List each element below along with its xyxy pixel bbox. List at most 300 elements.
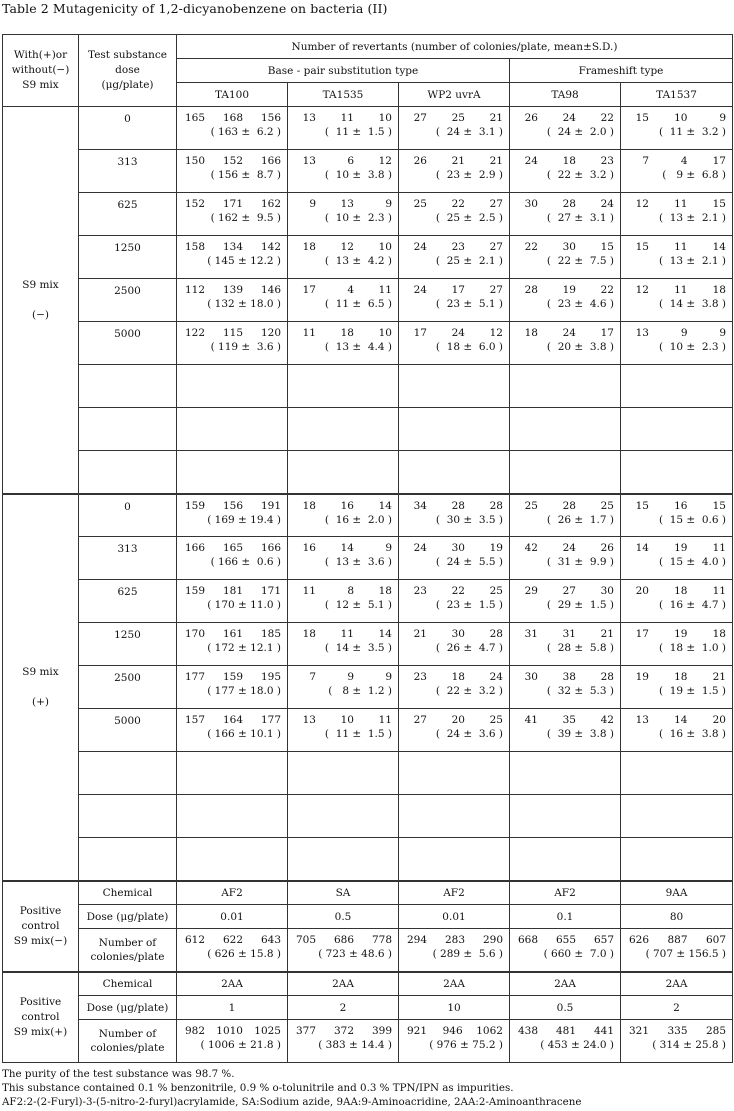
colony-counts [399,537,509,555]
result-cell [288,623,399,666]
dose-value: 5000 [114,328,141,340]
colony-count: 177 [260,714,281,726]
colony-count: 24 [489,671,503,683]
colony-counts [177,495,287,513]
result-cell [621,709,733,752]
mean-sd: ( 170 ± 11.0 ) [207,599,281,611]
colony-counts [288,537,398,555]
colony-counts [621,929,732,947]
colony-counts [399,929,509,947]
dose-value: 0 [124,113,131,125]
dose-row [3,623,733,666]
result-cell [177,623,288,666]
colony-count: 25 [489,714,503,726]
colony-count: 15 [635,241,649,253]
mean-sd: ( 15 ± 0.6 ) [658,513,727,526]
dose-cell [79,107,177,150]
colony-counts [621,107,732,125]
chemical-name: 2AA [510,972,621,996]
colony-count: 22 [451,585,465,597]
colony-counts [510,322,620,340]
colony-count: 115 [222,327,243,339]
colony-count: 14 [378,628,392,640]
empty-cell [288,408,399,451]
colony-count: 18 [712,628,726,640]
header-dose: Test substance dose (μg/plate) [79,35,177,107]
colony-count: 30 [451,628,465,640]
result-cell [510,279,621,322]
colony-counts [399,666,509,684]
colony-count: 171 [260,585,281,597]
colony-count: 626 [628,934,649,946]
result-cell [288,494,399,537]
result-cell [399,580,510,623]
empty-row [3,451,733,494]
result-cell [510,929,621,972]
colony-counts [510,150,620,168]
result-cell [621,537,733,580]
control-dose: 1 [177,996,288,1020]
mean-sd: ( 11 ± 1.5 ) [324,126,392,138]
colony-count: 159 [184,585,205,597]
result-cell [288,666,399,709]
colony-count: 18 [712,284,726,296]
colony-count: 22 [600,284,614,296]
colony-counts [177,537,287,555]
mean-sd: ( 24 ± 3.1 ) [435,126,503,138]
colony-count: 28 [451,499,465,512]
colony-count: 686 [333,934,354,946]
mean-sd: ( 23 ± 5.1 ) [435,298,503,310]
dose-value: 625 [117,586,138,598]
result-cell [177,494,288,537]
colony-count: 168 [222,112,243,124]
dose-cell [79,193,177,236]
result-cell [177,537,288,580]
mean-sd: ( 660 ± 7.0 ) [543,948,614,960]
mean-sd: ( 163 ± 6.2 ) [210,126,281,138]
dose-value: 313 [117,543,138,555]
colony-count: 7 [309,671,316,683]
colony-count: 22 [451,198,465,210]
colony-count: 28 [524,284,538,296]
colony-count: 17 [712,155,726,167]
header-strain: TA98 [510,83,621,107]
mean-sd: ( 145 ± 12.2 ) [207,255,281,267]
colony-count: 9 [385,198,392,210]
colony-counts [288,623,398,641]
result-cell [288,150,399,193]
dose-row [3,537,733,580]
colony-count: 15 [635,499,649,512]
result-cell [399,193,510,236]
colonies-label-line: colonies/plate [90,1042,165,1054]
mean-sd: ( 9 ± 6.8 ) [662,169,727,181]
colony-count: 9 [719,327,726,339]
colony-count: 22 [524,241,538,253]
colony-count: 30 [524,198,538,210]
mean-sd: ( 30 ± 3.5 ) [435,513,503,526]
colony-count: 15 [712,198,726,210]
control-dose: 0.5 [288,905,399,929]
result-cell [177,193,288,236]
empty-cell [288,752,399,795]
colony-count: 28 [562,198,576,210]
empty-cell [288,838,399,881]
empty-cell [510,408,621,451]
control-chemical-row [3,881,733,905]
colony-counts [621,1020,732,1038]
colony-count: 283 [444,934,465,946]
colony-count: 16 [340,499,354,512]
control-dose: 80 [621,905,733,929]
empty-cell [288,365,399,408]
dose-row [3,193,733,236]
colony-count: 17 [600,327,614,339]
colony-counts [621,495,732,513]
result-cell [399,1020,510,1063]
group-label [3,107,79,494]
colony-count: 38 [562,671,576,683]
colony-count: 607 [705,934,726,946]
mean-sd: ( 314 ± 25.8 ) [652,1039,727,1051]
result-cell [177,150,288,193]
result-cell [621,1020,733,1063]
colony-count: 612 [184,934,205,946]
header-strain: TA1535 [288,83,399,107]
result-cell [621,666,733,709]
colony-count: 165 [184,112,205,124]
empty-cell [177,752,288,795]
empty-cell [399,752,510,795]
group-label [3,494,79,881]
colony-count: 30 [600,585,614,597]
mean-sd: ( 16 ± 2.0 ) [324,513,392,526]
colony-count: 25 [600,499,614,512]
colony-count: 30 [451,542,465,554]
colony-count: 21 [413,628,427,640]
colony-count: 11 [674,198,688,210]
result-cell [177,929,288,972]
colony-count: 19 [489,542,503,554]
empty-cell [79,752,177,795]
result-cell [399,929,510,972]
mean-sd: ( 29 ± 1.5 ) [546,599,614,611]
mean-sd: ( 18 ± 1.0 ) [658,642,727,654]
colony-count: 24 [413,241,427,253]
colony-counts [399,236,509,254]
result-cell [177,322,288,365]
colony-count: 11 [378,284,392,296]
header-strain: WP2 uvrA [399,83,510,107]
dose-value: 5000 [114,715,141,727]
result-cell [510,666,621,709]
result-cell [510,494,621,537]
colony-counts [177,709,287,727]
control-dose: 10 [399,996,510,1020]
colony-count: 120 [260,327,281,339]
colony-count: 161 [222,628,243,640]
colony-counts [510,537,620,555]
result-cell [177,107,288,150]
colony-count: 23 [413,585,427,597]
dose-cell [79,709,177,752]
colony-count: 28 [600,671,614,683]
colony-counts [510,580,620,598]
colony-count: 24 [600,198,614,210]
colony-counts [621,623,732,641]
colony-counts [621,150,732,168]
colony-count: 12 [378,155,392,167]
empty-cell [510,838,621,881]
colony-count: 158 [184,241,205,253]
colony-count: 166 [260,155,281,167]
colony-count: 152 [184,198,205,210]
dose-label: Dose (μg/plate) [79,905,177,929]
colony-counts [177,580,287,598]
colonies-label-line: Number of [98,936,157,949]
colony-count: 20 [635,585,649,597]
dose-value: 1250 [114,629,141,641]
empty-cell [399,408,510,451]
colony-count: 195 [260,671,281,683]
result-cell [288,236,399,279]
colony-counts [288,236,398,254]
chemical-name: SA [288,881,399,905]
colony-count: 377 [295,1025,316,1037]
chemical-name: AF2 [510,881,621,905]
colony-count: 21 [600,628,614,640]
dose-cell [79,236,177,279]
colony-count: 17 [451,284,465,296]
colony-count: 18 [524,327,538,339]
mean-sd: ( 156 ± 8.7 ) [210,169,281,181]
colony-count: 24 [451,327,465,339]
result-cell [621,322,733,365]
colonies-label-line: Number of [98,1028,157,1040]
colony-counts [177,623,287,641]
colony-count: 159 [222,671,243,683]
mean-sd: ( 166 ± 0.6 ) [210,556,281,568]
result-cell [510,623,621,666]
colony-count: 10 [378,112,392,124]
colony-count: 26 [524,112,538,124]
colony-count: 18 [302,499,316,512]
colony-count: 185 [260,628,281,640]
colony-count: 23 [413,671,427,683]
colony-count: 15 [712,499,726,512]
colony-count: 13 [340,198,354,210]
colony-count: 21 [451,155,465,167]
colony-count: 12 [489,327,503,339]
colony-counts [399,709,509,727]
result-cell [288,107,399,150]
colony-count: 142 [260,241,281,253]
colony-counts [399,623,509,641]
colony-counts [177,1020,287,1038]
colony-counts [288,709,398,727]
empty-row [3,795,733,838]
colony-count: 166 [184,542,205,554]
colony-counts [177,236,287,254]
mean-sd: ( 23 ± 2.9 ) [435,169,503,181]
result-cell [510,322,621,365]
colony-counts [510,107,620,125]
note-abbreviations: AF2:2-(2-Furyl)-3-(5-nitro-2-furyl)acrylamide, SA:Sodium azide, 9AA:9-Aminoacridine, 2AA:2-Aminoanthracene [2,1096,582,1108]
colony-count: 28 [489,628,503,640]
colony-counts [399,495,509,513]
colony-count: 1010 [216,1025,243,1037]
group-sign: (−) [32,308,49,321]
colonies-label-line: colonies/plate [90,950,165,963]
control-label-line: control [21,1010,60,1023]
result-cell [177,1020,288,1063]
chemical-label: Chemical [79,881,177,905]
note-impurities: This substance contained 0.1 % benzonitrile, 0.9 % o-tolunitrile and 0.3 % TPN/IPN as impurities. [2,1082,514,1094]
dose-row [3,709,733,752]
mean-sd: ( 18 ± 6.0 ) [435,341,503,353]
group-label-text: S9 mix [22,666,59,678]
mutagenicity-table [2,34,733,1063]
colony-count: 24 [562,112,576,124]
colony-count: 12 [635,284,649,296]
colony-count: 152 [222,155,243,167]
empty-cell [510,451,621,494]
result-cell [288,929,399,972]
empty-cell [399,451,510,494]
result-cell [288,322,399,365]
colony-count: 982 [184,1025,205,1037]
colony-counts [288,580,398,598]
empty-cell [621,838,733,881]
colony-count: 35 [562,714,576,726]
colony-count: 27 [413,112,427,124]
result-cell [288,279,399,322]
colony-counts [510,1020,620,1038]
group-sign: (+) [32,696,49,708]
empty-cell [621,408,733,451]
colony-count: 156 [222,499,243,512]
result-cell [288,709,399,752]
colony-count: 24 [524,155,538,167]
colony-count: 11 [302,327,316,339]
dose-cell [79,580,177,623]
colony-count: 778 [371,934,392,946]
result-cell [177,580,288,623]
dose-value: 0 [124,500,131,513]
mean-sd: ( 976 ± 75.2 ) [429,1039,503,1051]
colony-count: 655 [555,934,576,946]
colony-count: 42 [524,542,538,554]
colony-count: 18 [302,628,316,640]
result-cell [399,494,510,537]
mean-sd: ( 16 ± 4.7 ) [658,599,727,611]
mean-sd: ( 32 ± 5.3 ) [546,685,614,697]
colony-count: 23 [600,155,614,167]
colony-count: 25 [451,112,465,124]
colony-counts [177,322,287,340]
colony-count: 20 [451,714,465,726]
result-cell [399,322,510,365]
result-cell [510,107,621,150]
colony-count: 399 [371,1025,392,1037]
colony-count: 19 [562,284,576,296]
mean-sd: ( 27 ± 3.1 ) [546,212,614,224]
mean-sd: ( 10 ± 3.8 ) [324,169,392,181]
colony-counts [399,1020,509,1038]
result-cell [510,236,621,279]
empty-cell [399,795,510,838]
control-label-line: S9 mix(−) [13,934,68,947]
colony-counts [399,150,509,168]
dose-row [3,580,733,623]
colony-counts [399,580,509,598]
result-cell [621,494,733,537]
empty-cell [177,451,288,494]
result-cell [510,193,621,236]
mean-sd: ( 22 ± 3.2 ) [546,169,614,181]
result-cell [177,666,288,709]
control-colonies-row [3,1020,733,1063]
mean-sd: ( 289 ± 5.6 ) [432,948,503,960]
empty-cell [79,838,177,881]
empty-cell [79,408,177,451]
colony-counts [510,193,620,211]
colony-count: 25 [413,198,427,210]
colony-count: 18 [674,585,688,597]
colony-count: 11 [712,585,726,597]
mean-sd: ( 8 ± 1.2 ) [328,685,392,697]
mean-sd: ( 28 ± 5.8 ) [546,642,614,654]
mean-sd: ( 39 ± 3.8 ) [546,728,614,740]
colony-count: 9 [680,327,688,339]
colony-count: 191 [260,499,281,512]
colonies-label [79,929,177,972]
result-cell [399,107,510,150]
result-cell [510,709,621,752]
colony-count: 887 [667,934,688,946]
colony-counts [288,150,398,168]
empty-cell [288,795,399,838]
colony-count: 4 [680,155,688,167]
mean-sd: ( 31 ± 9.9 ) [546,556,614,568]
colony-counts [288,495,398,513]
control-dose: 0.1 [510,905,621,929]
colony-count: 112 [184,284,205,296]
mean-sd: ( 166 ± 10.1 ) [207,728,281,740]
colony-count: 139 [222,284,243,296]
result-cell [510,1020,621,1063]
empty-cell [177,795,288,838]
colony-count: 31 [562,628,576,640]
control-colonies-row [3,929,733,972]
colony-counts [399,279,509,297]
empty-cell [621,795,733,838]
colony-count: 19 [674,542,688,554]
colony-count: 921 [406,1025,427,1037]
colony-count: 18 [451,671,465,683]
colony-count: 6 [347,155,354,167]
colony-count: 41 [524,714,538,726]
header-base-pair: Base - pair substitution type [177,59,510,83]
empty-cell [510,365,621,408]
colony-counts [399,107,509,125]
mean-sd: ( 383 ± 14.4 ) [318,1039,392,1051]
colony-count: 23 [451,241,465,253]
dose-value: 2500 [114,672,141,684]
mean-sd: ( 626 ± 15.8 ) [207,948,281,960]
colony-count: 29 [524,585,538,597]
